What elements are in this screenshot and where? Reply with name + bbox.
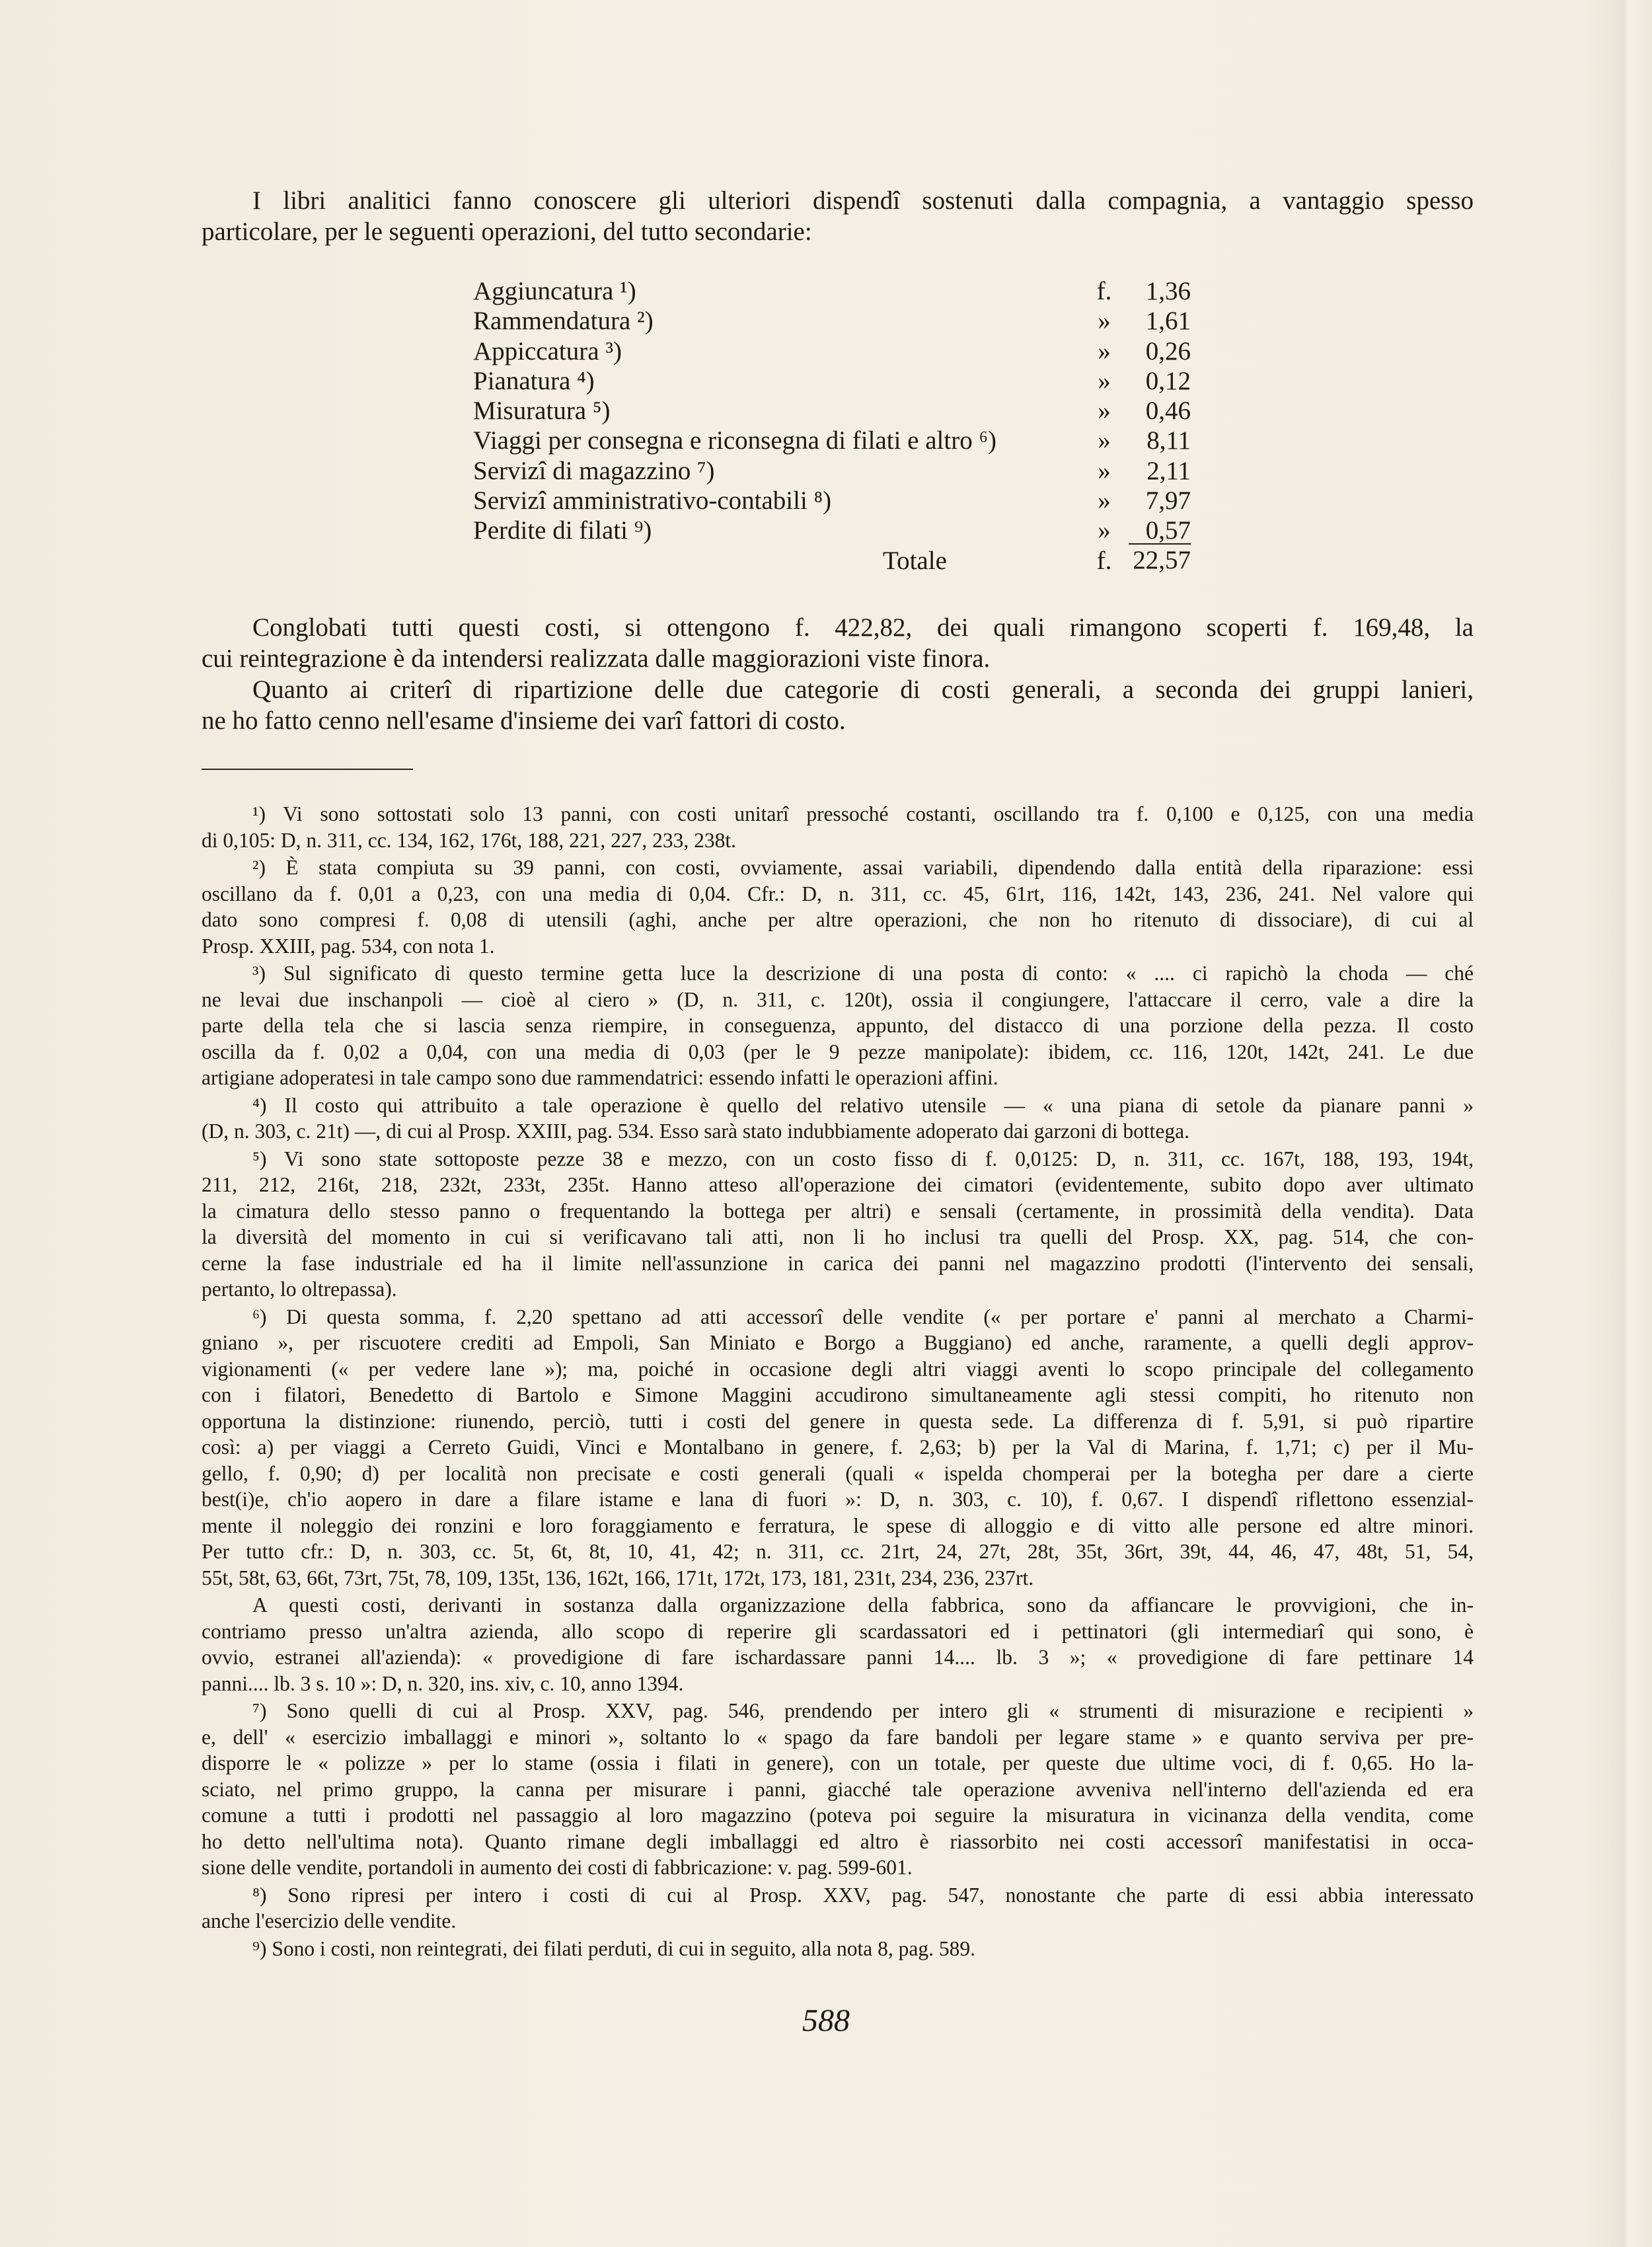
text-line: gniano », per riscuotere crediti ad Empoli, San Miniato e Borgo a Buggiano) ed anche, raramente, a quelli degli approv-	[202, 1331, 1474, 1354]
text-line: sciato, nel primo gruppo, la canna per misurare i panni, giacché tale operazione avveniva nell'interno dell'azienda ed era	[202, 1777, 1474, 1801]
table-row	[473, 276, 1200, 306]
footnote	[202, 1592, 1474, 1696]
row-label: Servizî amministrativo-contabili ⁸)	[473, 486, 832, 515]
text-line: artigiane adoperatesi in tale campo sono due rammendatrici: essendo infatti le operazioni affini.	[202, 1066, 998, 1089]
text-line: (D, n. 303, c. 21t) —, di cui al Prosp. XXIII, pag. 534. Esso sarà stato indubbiamente adoperato dai garzoni di bottega.	[202, 1120, 1190, 1143]
text-line: ne levai due inschanpoli — cioè al ciero » (D, n. 311, c. 120t), ossia il congiungere, l'attaccare il cerro, vale a dire la	[202, 987, 1474, 1011]
footnote	[202, 1936, 1474, 1962]
text-line: vigionamenti (« per vedere lane »); ma, poiché in occasione degli altri viaggi aventi lo scopo principale del collegamento	[202, 1357, 1474, 1381]
text-line: best(i)e, ch'io aopero in dare a filare istame e lana di fuori »: D, n. 303, c. 10), f. 0,67. I dispendî riflettono essenzial-	[202, 1488, 1474, 1511]
row-value: 0,57	[1145, 516, 1191, 545]
row-value: 22,57	[1129, 543, 1191, 576]
text-line: disporre le « polizze » per lo stame (ossia i filati in genere), con un totale, per queste due ultime voci, di f. 0,65. Ho la-	[202, 1751, 1474, 1774]
text-line: dato sono compresi f. 0,08 di utensili (aghi, anche per altre operazioni, che non ho ritenuto di dissociare), di cui al	[202, 908, 1474, 931]
row-label: Misuratura ⁵)	[473, 397, 611, 426]
row-label: Aggiuncatura ¹)	[473, 277, 636, 305]
text-line: I libri analitici fanno conoscere gli ulteriori dispendî sostenuti dalla compagnia, a vantaggio spesso	[252, 186, 1474, 215]
table-row	[473, 396, 1200, 426]
row-value: 1,36	[1145, 277, 1191, 305]
text-line: oscilla da f. 0,02 a 0,04, con una media di 0,03 (per le 9 pezze manipolate): ibidem, cc. 116, 120t, 142t, 241. Le due	[202, 1040, 1474, 1063]
text-line: la cimatura dello stesso panno o frequentando la bottega per altri) e sensali (certamente, in prossimità della vendita). Data	[202, 1199, 1474, 1223]
row-value: 0,12	[1145, 366, 1191, 395]
row-label: Servizî di magazzino ⁷)	[473, 456, 715, 485]
text-line: ³) Sul significato di questo termine getta luce la descrizione di una posta di conto: « .... ci rapichò la choda — ché	[252, 962, 1474, 985]
text-line: ⁷) Sono quelli di cui al Prosp. XXV, pag. 546, prendendo per intero gli « strumenti di misurazione e recipienti »	[252, 1699, 1474, 1722]
text-line: contriamo presso un'altra azienda, allo scopo di reperire gli scardassatori ed i pettinatori (gli intermediarî qui sono, è	[202, 1619, 1474, 1643]
text-line: comune a tutti i prodotti nel passaggio al loro magazzino (poteva poi seguire la misuratura in vicinanza della vendita, come	[202, 1804, 1474, 1827]
text-line: 211, 212, 216t, 218, 232t, 233t, 235t. Hanno atteso all'operazione dei cimatori (evidentemente, subito dopo aver ultimato	[202, 1173, 1474, 1196]
row-currency: f.	[1096, 277, 1112, 305]
row-value: 2,11	[1146, 456, 1191, 485]
row-currency: »	[1098, 456, 1111, 485]
text-line: oscillano da f. 0,01 a 0,23, con una media di 0,04. Cfr.: D, n. 311, cc. 45, 61rt, 116, 142t, 143, 236, 241. Nel valore qui	[202, 882, 1474, 905]
text-line: ⁸) Sono ripresi per intero i costi di cui al Prosp. XXV, pag. 547, nonostante che parte di essi abbia interessato	[252, 1883, 1474, 1907]
row-label: Totale	[883, 546, 947, 575]
footnote	[202, 960, 1474, 1091]
row-value: 1,61	[1145, 307, 1191, 336]
footnote	[202, 855, 1474, 959]
row-currency: »	[1098, 486, 1111, 515]
row-label: Pianatura ⁴)	[473, 366, 595, 395]
footnote-divider	[202, 769, 413, 770]
text-line: ²) È stata compiuta su 39 panni, con costi, ovviamente, assai variabili, dipendendo dalla entità della riparazione: essi	[252, 856, 1474, 879]
text-line: ⁴) Il costo qui attribuito a tale operazione è quello del relativo utensile — « una piana di setole da pianare panni »	[252, 1093, 1474, 1117]
text-line: pertanto, lo oltrepassa).	[202, 1277, 397, 1301]
text-line: ne ho fatto cenno nell'esame d'insieme dei varî fattori di costo.	[202, 706, 846, 735]
text-line: cerne la fase industriale ed ha il limite nell'assunzione in carica dei panni nel magazzino prodotti (l'intervento dei sensali,	[202, 1251, 1474, 1275]
row-currency: »	[1098, 426, 1111, 455]
page-number: 588	[802, 2003, 850, 2038]
body-paragraphs	[202, 612, 1474, 736]
text-line: con i filatori, Benedetto di Bartolo e Simone Maggini accudirono simultaneamente agli stessi compiti, ho ritenuto non	[202, 1383, 1474, 1406]
row-currency: »	[1098, 516, 1111, 545]
footnotes	[202, 801, 1474, 1963]
table-row	[473, 306, 1200, 336]
row-currency: »	[1098, 366, 1111, 395]
row-value: 0,26	[1145, 336, 1191, 365]
text-line: anche l'esercizio delle vendite.	[202, 1909, 457, 1932]
text-line: ho detto nell'ultima nota). Quanto rimane degli imballaggi ed altro è riassorbito nei costi accessorî manifestatisi in occa-	[202, 1829, 1474, 1853]
text-line: mente il noleggio dei ronzini e loro foraggiamento e ferratura, le spese di alloggio e di vitto alle persone ed altre minori.	[202, 1513, 1474, 1537]
text-line: Quanto ai criterî di ripartizione delle due categorie di costi generali, a seconda dei gruppi lanieri,	[252, 675, 1474, 704]
text-line: Conglobati tutti questi costi, si ottengono f. 422,82, dei quali rimangono scoperti f. 169,48, la	[252, 613, 1474, 642]
footnote	[202, 1882, 1474, 1934]
text-line: opportuna la distinzione: riunendo, perciò, tutti i costi del genere in questa sede. La differenza di f. 5,91, si può ripartire	[202, 1409, 1474, 1433]
row-value: 7,97	[1145, 486, 1191, 515]
row-value: 0,46	[1145, 397, 1191, 426]
table-row	[473, 366, 1200, 396]
paragraph	[202, 185, 1474, 247]
row-currency: »	[1098, 397, 1111, 426]
text-line: ⁶) Di questa somma, f. 2,20 spettano ad atti accessorî delle vendite (« per portare e' panni al merchato a Charmi-	[252, 1305, 1474, 1328]
text-line: 55t, 58t, 63, 66t, 73rt, 75t, 78, 109, 135t, 136, 162t, 166, 171t, 172t, 173, 181, 231t, 234, 236, 237rt.	[202, 1566, 1034, 1589]
text-line: parte della tela che si lascia senza riempire, in conseguenza, appunto, del distacco di una porzione della pezza. Il costo	[202, 1014, 1474, 1037]
footnote	[202, 1304, 1474, 1591]
text-line: ⁹) Sono i costi, non reintegrati, dei filati perduti, di cui in seguito, alla nota 8, pag. 589.	[252, 1936, 976, 1960]
row-currency: »	[1098, 307, 1111, 336]
text-line: panni.... lb. 3 s. 10 »: D, n. 320, ins. xiv, c. 10, anno 1394.	[202, 1671, 684, 1695]
text-line: di 0,105: D, n. 311, cc. 134, 162, 176t, 188, 221, 227, 233, 238t.	[202, 828, 737, 852]
table-row	[473, 515, 1200, 545]
table-row	[473, 456, 1200, 486]
row-label: Rammendatura ²)	[473, 307, 654, 336]
text-line: Prosp. XXIII, pag. 534, con nota 1.	[202, 934, 495, 958]
text-line: e, dell' « esercizio imballaggi e minori », soltanto lo « spago da fare bandoli per legare stame » e quanto serviva per pre-	[202, 1725, 1474, 1749]
table-row	[473, 486, 1200, 515]
text-line: Per tutto cfr.: D, n. 303, cc. 5t, 6t, 8t, 10, 41, 42; n. 311, cc. 21rt, 24, 27t, 28t, 35t, 36rt, 39t, 44, 46, 47, 48t, 51, 54,	[202, 1540, 1474, 1563]
cost-table	[473, 276, 1200, 576]
table-row	[473, 426, 1200, 455]
text-line: la diversità del momento in cui si verificavano tali atti, non li ho inclusi tra quelli del Prosp. XX, pag. 514, che con-	[202, 1225, 1474, 1248]
table-row	[473, 336, 1200, 366]
row-label: Viaggi per consegna e riconsegna di filati e altro ⁶)	[473, 426, 997, 455]
text-line: gello, f. 0,90; d) per località non precisate e costi generali (quali « ispelda chomperai per la botegha per dare a cierte	[202, 1461, 1474, 1485]
row-value: 8,11	[1146, 426, 1191, 455]
text-line: ovvio, estranei all'azienda): « provedigione di fare ischardassare panni 14.... lb. 3 »; « provedigione di fare pettinare 14	[202, 1646, 1474, 1669]
footnote	[202, 1146, 1474, 1303]
footnote	[202, 1092, 1474, 1145]
text-line: sione delle vendite, portandoli in aumento dei costi di fabbricazione: v. pag. 599-601.	[202, 1856, 913, 1879]
intro-paragraph	[202, 185, 1474, 247]
row-currency: »	[1098, 336, 1111, 365]
paragraph	[202, 612, 1474, 674]
row-label: Appiccatura ³)	[473, 336, 622, 365]
text-line: ¹) Vi sono sottostati solo 13 panni, con costi unitarî pressoché costanti, oscillando tra f. 0,100 e 0,125, con una media	[252, 802, 1474, 825]
text-line: particolare, per le seguenti operazioni, del tutto secondarie:	[202, 217, 812, 246]
row-currency: f.	[1096, 546, 1112, 575]
footnote	[202, 1698, 1474, 1881]
table-total-row	[473, 546, 1200, 576]
text-line: A questi costi, derivanti in sostanza dalla organizzazione della fabbrica, sono da affiancare le provvigioni, che in-	[252, 1593, 1474, 1617]
footnote	[202, 801, 1474, 853]
text-line: ⁵) Vi sono state sottoposte pezze 38 e mezzo, con un costo fisso di f. 0,0125: D, n. 311, cc. 167t, 188, 193, 194t,	[252, 1147, 1474, 1170]
row-label: Perdite di filati ⁹)	[473, 516, 652, 545]
paragraph	[202, 674, 1474, 736]
text-line: così: a) per viaggi a Cerreto Guidi, Vinci e Montalbano in genere, f. 2,63; b) per la Val di Marina, f. 1,71; c) per il Mu-	[202, 1435, 1474, 1459]
text-line: cui reintegrazione è da intendersi realizzata dalle maggiorazioni viste finora.	[202, 644, 991, 673]
